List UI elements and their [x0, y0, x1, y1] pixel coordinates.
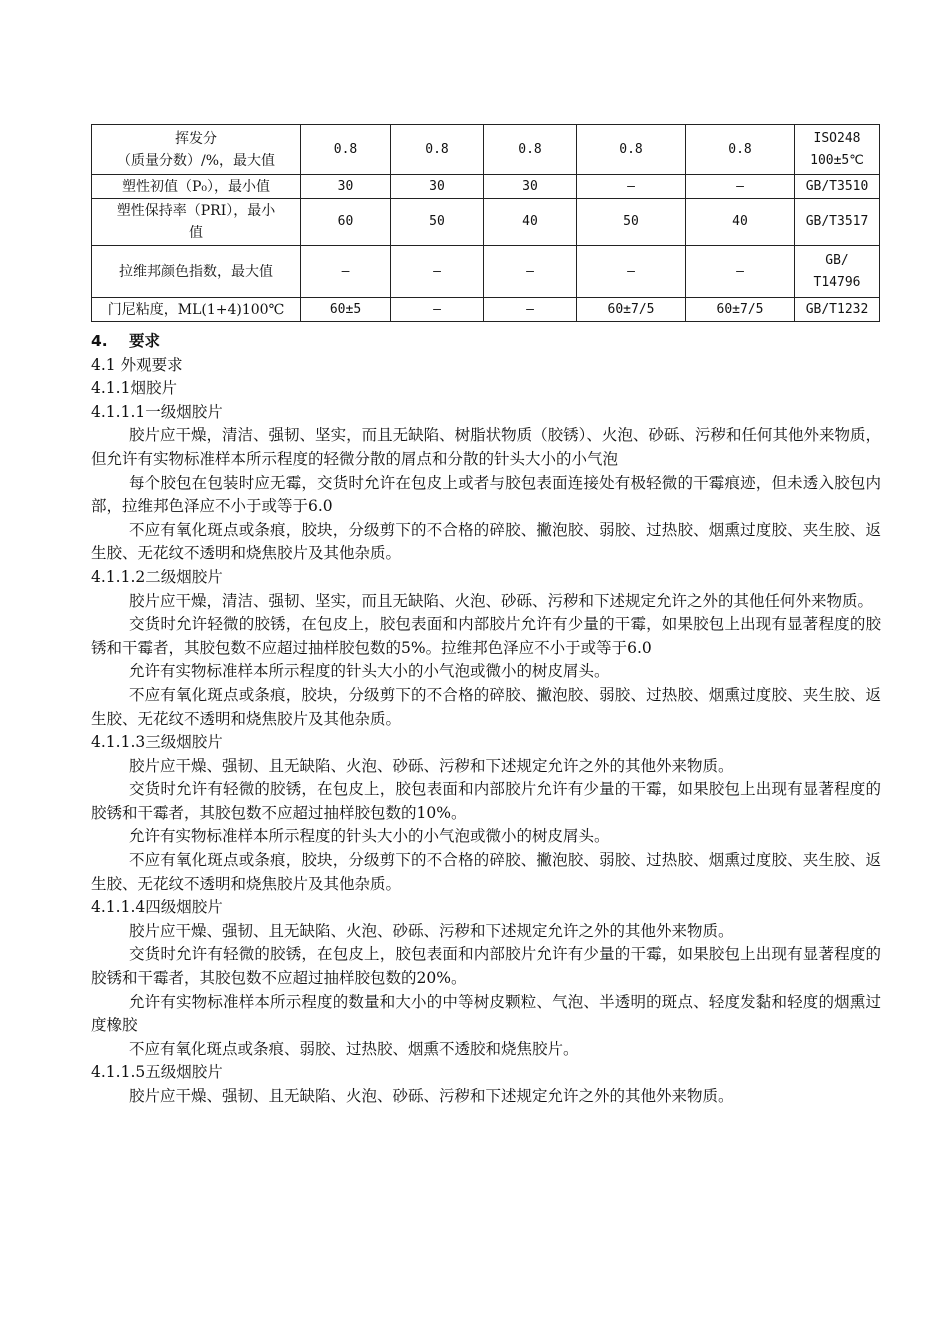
table-row	[92, 125, 880, 175]
subsection-heading: 4.1.1.3三级烟胶片	[91, 733, 223, 752]
test-method-line: GB/T3510	[805, 178, 869, 194]
row-label-line: 塑性保持率（PRI），最小	[116, 203, 276, 219]
paragraph: 胶片应干燥、强韧、且无缺陷、火泡、砂砾、污秽和下述规定允许之外的其他外来物质。	[129, 756, 734, 775]
paragraph: 交货时允许有轻微的胶锈，在包皮上，胶包表面和内部胶片允许有少量的干霉，如果胶包上出现有显著程度的胶锈和干霉者，其胶包数不应超过抽样胶包数的20%。	[91, 945, 881, 988]
row-label	[92, 125, 301, 175]
grade-value-cell: 30	[301, 175, 391, 199]
subsection-heading: 4.1 外观要求	[91, 355, 183, 374]
grade-value-cell: 30	[484, 175, 577, 199]
grade-value-cell: —	[484, 246, 577, 298]
paragraph: 不应有氧化斑点或条痕、弱胶、过热胶、烟熏不透胶和烧焦胶片。	[129, 1039, 579, 1058]
paragraph: 不应有氧化斑点或条痕，胶块，分级剪下的不合格的碎胶、撇泡胶、弱胶、过热胶、烟熏过度胶、夹生胶、返生胶、无花纹不透明和烧焦胶片及其他杂质。	[91, 851, 881, 893]
subsection-heading: 4.1.1.1一级烟胶片	[91, 402, 223, 421]
row-label	[92, 175, 301, 199]
grade-value-cell: —	[391, 298, 484, 322]
grade-value-cell: 50	[577, 199, 686, 246]
test-method-cell	[795, 298, 880, 322]
paragraph: 交货时允许有轻微的胶锈，在包皮上，胶包表面和内部胶片允许有少量的干霉，如果胶包上出现有显著程度的胶锈和干霉者，其胶包数不应超过抽样胶包数的10%。	[91, 780, 881, 822]
section-number: 4.	[91, 332, 108, 350]
grade-value-cell: 60	[301, 199, 391, 246]
test-method-line: GB/T1232	[805, 301, 869, 317]
grade-value-cell: 0.8	[484, 125, 577, 175]
paragraph: 每个胶包在包装时应无霉，交货时允许在包皮上或者与胶包表面连接处有极轻微的干霉痕迹，但未透入胶包内部，拉维邦色泽应不小于或等于6.0	[91, 473, 881, 516]
requirements-section	[91, 330, 881, 1109]
grade-value-cell: 60±7/5	[577, 298, 686, 322]
test-method-line: GB/T3517	[805, 214, 869, 229]
test-method-line: GB/	[825, 252, 849, 268]
subsection-heading: 4.1.1烟胶片	[91, 379, 177, 398]
paragraph: 允许有实物标准样本所示程度的数量和大小的中等树皮颗粒、气泡、半透明的斑点、轻度发黏和轻度的烟熏过度橡胶	[91, 992, 881, 1035]
grade-value-cell: 60±5	[301, 298, 391, 322]
grade-value-cell: —	[391, 246, 484, 298]
paragraph: 允许有实物标准样本所示程度的针头大小的小气泡或微小的树皮屑头。	[129, 662, 610, 681]
subsection-heading: 4.1.1.5五级烟胶片	[91, 1063, 223, 1082]
row-label-line: 值	[189, 225, 203, 241]
table-row	[92, 175, 880, 199]
grade-value-cell: 60±7/5	[686, 298, 795, 322]
paragraph: 胶片应干燥，清洁、强韧、坚实，而且无缺陷、树脂状物质（胶锈）、火泡、砂砾、污秽和任何其他外来物质，但允许有实物标准样本所示程度的轻微分散的屑点和分散的针头大小的小气泡	[91, 426, 881, 468]
row-label-line: 门尼粘度，ML(1+4)100℃	[107, 301, 285, 318]
grade-value-cell: —	[484, 298, 577, 322]
test-method-cell	[795, 199, 880, 246]
grade-value-cell: —	[577, 175, 686, 199]
paragraph: 胶片应干燥，清洁、强韧、坚实，而且无缺陷、火泡、砂砾、污秽和下述规定允许之外的其他任何外来物质。	[129, 591, 874, 610]
paragraph: 允许有实物标准样本所示程度的针头大小的小气泡或微小的树皮屑头。	[129, 827, 610, 846]
subsection-heading: 4.1.1.2二级烟胶片	[91, 567, 223, 586]
section-heading	[91, 330, 881, 354]
table-row	[92, 199, 880, 246]
grade-value-cell: 50	[391, 199, 484, 246]
test-method-cell	[795, 175, 880, 199]
grade-value-cell: 40	[686, 199, 795, 246]
spec-table	[91, 124, 880, 322]
grade-value-cell: 0.8	[301, 125, 391, 175]
subsection-heading: 4.1.1.4四级烟胶片	[91, 898, 223, 917]
test-method-cell	[795, 246, 880, 298]
grade-value-cell: 40	[484, 199, 577, 246]
row-label-line: （质量分数）/%，最大值	[116, 152, 276, 169]
test-method-line: 100±5℃	[810, 152, 864, 168]
row-label-line: 拉维邦颜色指数，最大值	[119, 263, 273, 280]
grade-value-cell: —	[577, 246, 686, 298]
paragraph: 胶片应干燥、强韧、且无缺陷、火泡、砂砾、污秽和下述规定允许之外的其他外来物质。	[129, 1087, 734, 1105]
row-label-line: 塑性初值（P₀），最小值	[121, 178, 271, 195]
test-method-line: T14796	[813, 274, 861, 290]
grade-value-cell: 0.8	[391, 125, 484, 175]
row-label-line: 挥发分	[175, 130, 217, 147]
grade-value-cell: 0.8	[577, 125, 686, 175]
section-title: 要求	[129, 332, 161, 350]
grade-value-cell: 30	[391, 175, 484, 199]
grade-value-cell: —	[686, 246, 795, 298]
grade-value-cell: 0.8	[686, 125, 795, 175]
test-method-cell	[795, 125, 880, 175]
paragraph: 不应有氧化斑点或条痕，胶块，分级剪下的不合格的碎胶、撇泡胶、弱胶、过热胶、烟熏过度胶、夹生胶、返生胶、无花纹不透明和烧焦胶片及其他杂质。	[91, 520, 881, 563]
table-row	[92, 246, 880, 298]
paragraph: 胶片应干燥、强韧、且无缺陷、火泡、砂砾、污秽和下述规定允许之外的其他外来物质。	[129, 921, 734, 940]
row-label	[92, 246, 301, 298]
paragraph: 交货时允许轻微的胶锈，在包皮上，胶包表面和内部胶片允许有少量的干霉，如果胶包上出现有显著程度的胶锈和干霉者，其胶包数不应超过抽样胶包数的5%。拉维邦色泽应不小于或等于6.0	[91, 615, 881, 657]
table-row	[92, 298, 880, 322]
grade-value-cell: —	[301, 246, 391, 298]
grade-value-cell: —	[686, 175, 795, 199]
row-label	[92, 298, 301, 322]
row-label	[92, 199, 301, 246]
paragraph: 不应有氧化斑点或条痕，胶块，分级剪下的不合格的碎胶、撇泡胶、弱胶、过热胶、烟熏过度胶、夹生胶、返生胶、无花纹不透明和烧焦胶片及其他杂质。	[91, 685, 881, 728]
test-method-line: ISO248	[813, 130, 861, 146]
